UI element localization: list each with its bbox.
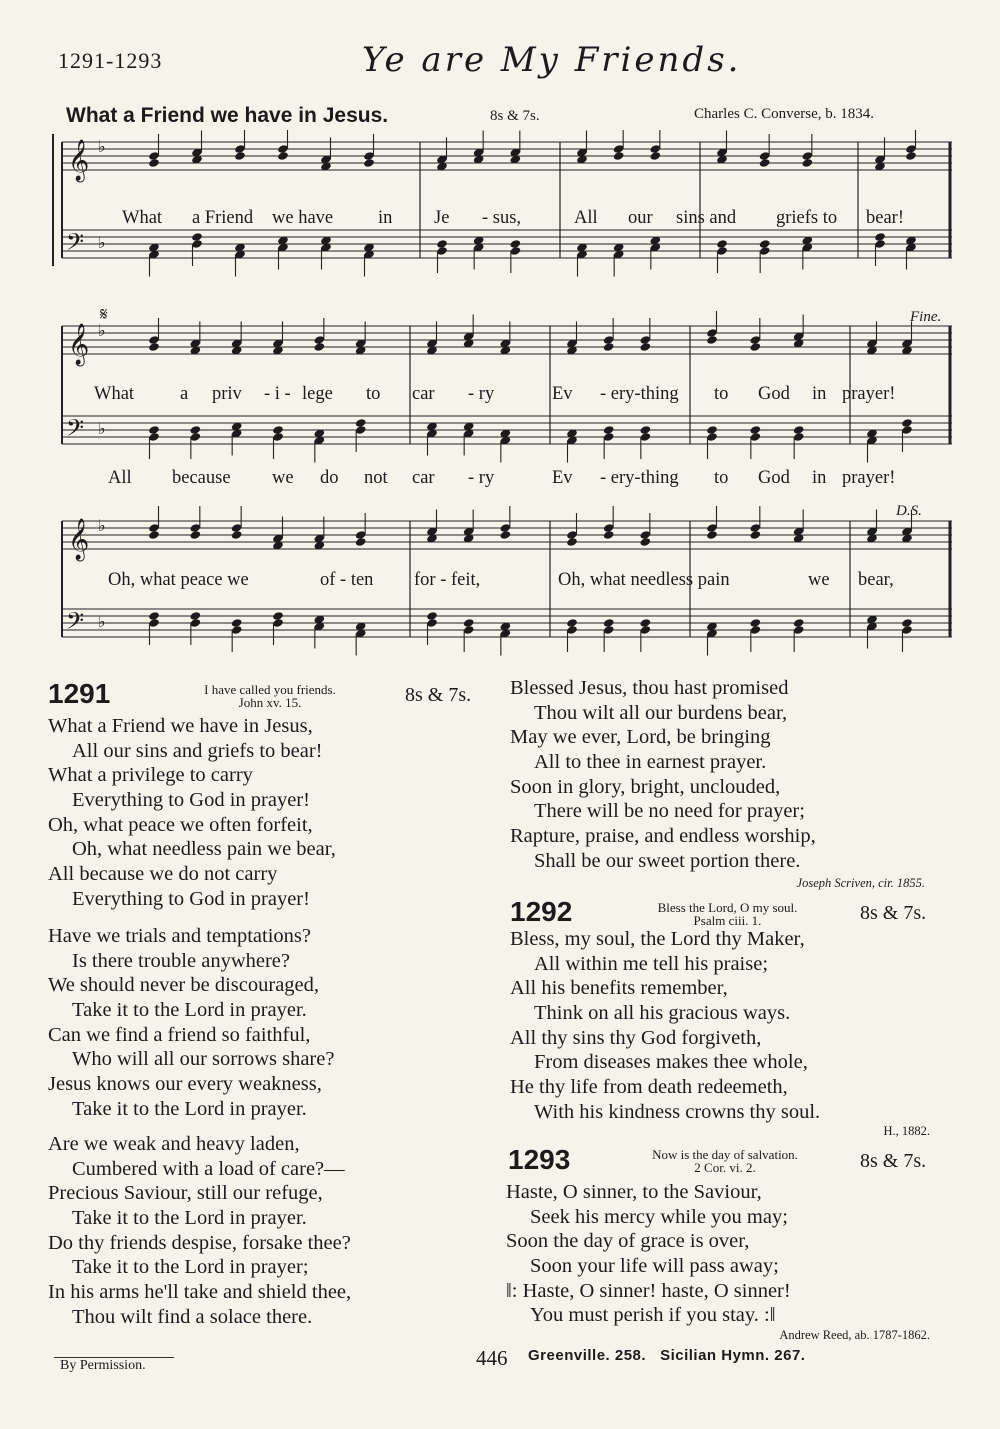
music-lyric-syllable: Oh, what needless pain (558, 570, 730, 590)
verse-line: Is there trouble anywhere? (72, 949, 290, 972)
music-lyric-syllable: for - feit, (414, 570, 481, 590)
note-head (901, 618, 913, 628)
note-head (749, 342, 761, 352)
verse-line: Shall be our sweet portion there. (534, 849, 801, 872)
verse-line: In his arms he'll take and shield thee, (48, 1281, 352, 1304)
note-head (148, 611, 160, 621)
verse-line: All thy sins thy God forgiveth, (510, 1026, 762, 1049)
note-head (649, 151, 661, 161)
tune-composer: Charles C. Converse, b. 1834. (694, 106, 874, 122)
verse-line: Oh, what needless pain we bear, (72, 838, 336, 861)
verse-line: Think on all his gracious ways. (534, 1002, 791, 1025)
music-lyric-syllable: What (122, 208, 163, 228)
note-head (706, 425, 718, 435)
hymn-1291-meter: 8s & 7s. (405, 684, 472, 706)
note-head (509, 239, 521, 249)
music-lyric-syllable: - ery-thing (600, 468, 679, 488)
note-head (793, 425, 805, 435)
music-lyric-syllable: we (272, 468, 294, 488)
verse-line: Take it to the Lord in prayer. (72, 1097, 307, 1120)
hymn-1292-meter: 8s & 7s. (860, 902, 927, 924)
music-lyric-syllable: - sus, (482, 208, 522, 228)
note-head (566, 618, 578, 628)
verse-line: Oh, what peace we often forfeit, (48, 813, 313, 836)
note-head (603, 618, 615, 628)
music-lyric-syllable: Oh, what peace we (108, 570, 249, 590)
flat-icon: ♭ (98, 321, 106, 340)
hymn-1293-meter: 8s & 7s. (860, 1150, 927, 1172)
verse-line: Jesus knows our every weakness, (48, 1073, 322, 1096)
music-lyric-syllable: prayer! (842, 384, 896, 404)
treble-clef-icon: 𝄞 (68, 519, 90, 560)
music-lyric-syllable: Je (434, 208, 450, 228)
note-head (463, 618, 475, 628)
flat-icon: ♭ (98, 516, 106, 535)
note-head (905, 151, 917, 161)
music-lyric-syllable: car (412, 384, 435, 404)
music-lyric-syllable: our (628, 208, 653, 228)
hymn-1292-scripture: Psalm ciii. 1. (693, 913, 762, 928)
verse-line: All within me tell his praise; (534, 952, 769, 975)
note-head (639, 537, 651, 547)
hymn-number-1291: 1291 (48, 678, 111, 709)
music-lyric-syllable: lege (302, 384, 333, 404)
music-lyric-syllable: we (808, 570, 830, 590)
hymn-1293-subtitle-text: Now is the day of salvation. (652, 1147, 798, 1162)
note-head (277, 151, 289, 161)
page-header-range: 1291-1293 (58, 48, 163, 73)
hymn-1291-subtitle (160, 683, 380, 709)
verse-line: Take it to the Lord in prayer. (72, 999, 307, 1022)
verse-line: From diseases makes thee whole, (534, 1051, 808, 1074)
verse-line: Bless, my soul, the Lord thy Maker, (510, 928, 805, 950)
music-lyric-syllable: to (714, 468, 729, 488)
page-header-title: Ye are My Friends. (362, 40, 742, 80)
note-head (874, 232, 886, 242)
verse-line: Have we trials and temptations? (48, 925, 311, 947)
music-lyric-syllable: prayer! (842, 468, 896, 488)
bass-clef-icon: 𝄢 (66, 414, 85, 447)
music-lyric-syllable: in (378, 208, 393, 228)
music-lyric-syllable: sins and (676, 208, 737, 228)
verse-line: Thou wilt all our burdens bear, (534, 701, 788, 724)
note-head (901, 418, 913, 428)
note-head (355, 418, 367, 428)
verse-line: What a Friend we have in Jesus, (48, 715, 313, 737)
music-lyric-syllable: priv (212, 384, 242, 404)
hymn-1292-subtitle (610, 901, 845, 927)
note-head (189, 530, 201, 540)
flat-icon: ♭ (98, 612, 106, 631)
hymn-1293-scripture: 2 Cor. vi. 2. (694, 1160, 756, 1175)
music-lyric-syllable: griefs to (776, 208, 838, 228)
music-lyric-syllable: All (574, 208, 598, 228)
note-head (749, 618, 761, 628)
hymn-1292-subtitle-text: Bless the Lord, O my soul. (657, 900, 798, 915)
note-head (759, 239, 771, 249)
note-head (639, 425, 651, 435)
music-lyric-syllable: All (108, 468, 132, 488)
verse-line: All our sins and griefs to bear! (72, 739, 323, 762)
verse-line: Soon in glory, bright, unclouded, (510, 775, 781, 798)
hymn-1291-subtitle-text: I have called you friends. (204, 682, 336, 697)
music-lyric-syllable: Ev (552, 384, 573, 404)
flat-icon: ♭ (98, 419, 106, 438)
hymn-number-1292: 1292 (510, 896, 573, 927)
segno-mark: 𝄋 (100, 304, 108, 324)
verse-line: Soon the day of grace is over, (506, 1230, 750, 1253)
note-head (231, 530, 243, 540)
music-lyric-syllable: - i - (264, 384, 291, 404)
note-head (603, 342, 615, 352)
hymn-1291-stanza-1 (48, 714, 336, 912)
verse-line: What a privilege to carry (48, 764, 253, 787)
note-head (355, 537, 367, 547)
note-head (436, 239, 448, 249)
treble-clef-icon: 𝄞 (68, 324, 90, 365)
music-lyric-syllable: - ry (468, 384, 495, 404)
music-lyric-syllable: to (714, 384, 729, 404)
music-lyric-syllable: bear, (858, 570, 894, 590)
note-head (148, 342, 160, 352)
music-lyric-syllable: because (172, 468, 231, 488)
music-lyric-syllable: Ev (552, 468, 573, 488)
verse-line: Haste, O sinner, to the Saviour, (506, 1181, 762, 1203)
verse-line: With his kindness crowns thy soul. (534, 1100, 821, 1123)
music-lyric-syllable: What (94, 384, 135, 404)
note-head (148, 425, 160, 435)
note-head (566, 537, 578, 547)
treble-clef-icon: 𝄞 (68, 140, 90, 181)
bass-clef-icon: 𝄢 (66, 607, 85, 640)
music-lyric-syllable: in (812, 468, 827, 488)
hymn-1291-scripture: John xv. 15. (238, 695, 302, 710)
music-lyric-syllable: a (180, 384, 189, 404)
hymn-1293-stanza-1 (506, 1180, 791, 1328)
tune-name: What a Friend we have in Jesus. (66, 104, 389, 127)
permission-note: By Permission. (60, 1358, 146, 1373)
music-lyric-syllable: of - ten (320, 570, 374, 590)
note-head (191, 232, 203, 242)
note-head (189, 611, 201, 621)
verse-line: All because we do not carry (48, 863, 278, 886)
note-head (603, 425, 615, 435)
note-head (272, 611, 284, 621)
fine-mark: Fine. (910, 309, 942, 325)
music-lyric-syllable: do (320, 468, 339, 488)
verse-line: Thou wilt find a solace there. (72, 1305, 313, 1328)
verse-line: Who will all our sorrows share? (72, 1048, 335, 1071)
music-lyric-syllable: - ry (468, 468, 495, 488)
bass-clef-icon: 𝄢 (66, 228, 85, 261)
note-head (603, 530, 615, 540)
flat-icon: ♭ (98, 137, 106, 156)
music-lyric-syllable: we have (272, 208, 334, 228)
verse-line: Precious Saviour, still our refuge, (48, 1182, 323, 1205)
music-lyric-syllable: bear! (866, 208, 904, 228)
hymn-1291-stanza-3 (48, 1132, 351, 1330)
hymn-number-1293: 1293 (508, 1144, 571, 1175)
verse-line: You must perish if you stay. :‖ (530, 1304, 776, 1327)
verse-line: All to thee in earnest prayer. (534, 751, 767, 774)
hymn-1292-stanza-1 (510, 927, 820, 1125)
note-head (639, 618, 651, 628)
verse-line: ‖: Haste, O sinner! haste, O sinner! (506, 1279, 791, 1302)
alternate-tunes: Greenville. 258. Sicilian Hymn. 267. (528, 1347, 806, 1364)
verse-line: Rapture, praise, and endless worship, (510, 825, 816, 848)
verse-line: Cumbered with a load of care?— (72, 1157, 345, 1180)
verse-line: He thy life from death redeemeth, (510, 1076, 788, 1099)
music-lyric-syllable: - ery-thing (600, 384, 679, 404)
note-head (231, 618, 243, 628)
hymn-1291-author: Joseph Scriven, cir. 1855. (796, 876, 925, 890)
verse-line: Take it to the Lord in prayer; (72, 1256, 309, 1279)
note-head (148, 158, 160, 168)
note-head (801, 158, 813, 168)
music-lyric-syllable: God (758, 384, 790, 404)
hymn-1291-stanza-2 (48, 924, 334, 1122)
note-head (234, 151, 246, 161)
verse-line: We should never be discouraged, (48, 974, 320, 997)
music-lyric-syllable: to (366, 384, 381, 404)
tune-meter: 8s & 7s. (490, 108, 540, 124)
note-head (706, 335, 718, 345)
ds-mark: D.S. (896, 503, 922, 519)
verse-line: Are we weak and heavy laden, (48, 1133, 300, 1155)
hymn-1291-stanza-4 (510, 676, 816, 874)
flat-icon: ♭ (98, 233, 106, 252)
music-lyric-syllable: a Friend (192, 208, 254, 228)
note-head (706, 530, 718, 540)
note-head (759, 158, 771, 168)
note-head (499, 530, 511, 540)
note-head (749, 425, 761, 435)
verse-line: All his benefits remember, (510, 977, 728, 1000)
verse-line: There will be no need for prayer; (534, 800, 805, 823)
note-head (749, 530, 761, 540)
page-number: 446 (476, 1346, 508, 1370)
verse-line: Do thy friends despise, forsake thee? (48, 1231, 351, 1254)
music-lyric-syllable: car (412, 468, 435, 488)
music-lyric-syllable: God (758, 468, 790, 488)
verse-line: Everything to God in prayer! (72, 887, 310, 910)
hymn-1293-author: Andrew Reed, ab. 1787-1862. (779, 1328, 930, 1342)
note-head (148, 530, 160, 540)
verse-line: Seek his mercy while you may; (530, 1205, 788, 1228)
note-head (793, 618, 805, 628)
note-head (613, 151, 625, 161)
note-head (189, 425, 201, 435)
verse-line: Can we find a friend so faithful, (48, 1023, 311, 1046)
verse-line: May we ever, Lord, be bringing (510, 726, 771, 749)
music-lyric-syllable: in (812, 384, 827, 404)
note-head (639, 342, 651, 352)
note-head (716, 239, 728, 249)
hymn-1292-author: H., 1882. (883, 1124, 930, 1138)
note-head (363, 158, 375, 168)
music-lyric-syllable: not (364, 468, 388, 488)
verse-line: Blessed Jesus, thou hast promised (510, 677, 789, 699)
verse-line: Soon your life will pass away; (530, 1255, 779, 1278)
verse-line: Everything to God in prayer! (72, 789, 310, 812)
note-head (272, 425, 284, 435)
hymn-1293-subtitle (610, 1148, 840, 1174)
note-head (426, 611, 438, 621)
verse-line: Take it to the Lord in prayer. (72, 1207, 307, 1230)
note-head (313, 342, 325, 352)
